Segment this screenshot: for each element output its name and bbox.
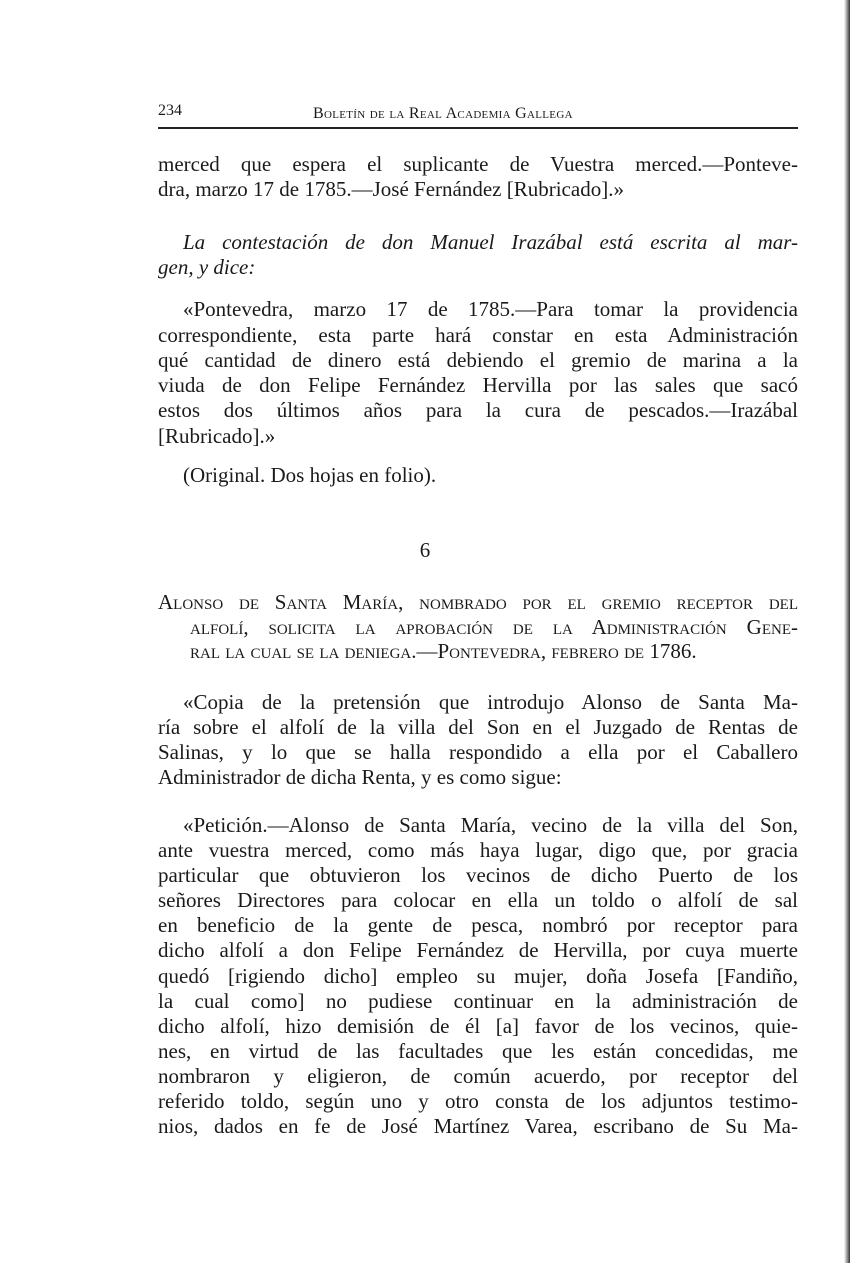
section-number: 6 (419, 538, 431, 562)
section-heading-line (190, 639, 798, 664)
p3-line: [Rubricado].» (158, 424, 276, 448)
section-heading-line: ral la cual se la deniega. (190, 639, 417, 663)
p3-line: correspondiente, esta parte hará constar en esta Administración (158, 323, 798, 347)
page-number: 234 (158, 102, 182, 119)
p3-line: estos dos últimos años para la cura de pescados.—Irazábal (158, 398, 798, 422)
p5-line: «Copia de la pretensión que introdujo Alonso de Santa Ma- (183, 690, 798, 714)
p6-line: particular que obtuvieron los vecinos de dicho Puerto de los (158, 863, 798, 887)
p6-line: referido toldo, según uno y otro consta de los adjuntos testimo- (158, 1089, 798, 1113)
p5-line: Administrador de dicha Renta, y es como sigue: (158, 765, 562, 789)
p6-line: nombraron y eligieron, de común acuerdo, por receptor del (158, 1064, 798, 1088)
p4-line: (Original. Dos hojas en folio). (183, 463, 437, 487)
p1-line: dra, marzo 17 de 1785.—José Fernández [Rubricado].» (158, 177, 624, 201)
p5-line: Salinas, y lo que se halla respondido a ella por el Caballero (158, 740, 798, 764)
section-heading-line: alfolí, solicita la aprobación de la Administración Gene- (190, 615, 798, 639)
header-rule (158, 127, 798, 129)
p6-line: ante vuestra merced, como más haya lugar, digo que, por gracia (158, 838, 798, 862)
p2-line: La contestación de don Manuel Irazábal está escrita al mar- (183, 230, 798, 254)
section-place-date: —Pontevedra, febrero de 1786. (416, 639, 697, 663)
p1-line: merced que espera el suplicante de Vuestra merced.—Ponteve- (158, 152, 798, 176)
p6-line: en beneficio de la gente de pesca, nombró por receptor para (158, 913, 798, 937)
p6-line: dicho alfolí, hizo demisión de él [a] favor de los vecinos, quie- (158, 1014, 798, 1038)
running-title: Boletín de la Real Academia Gallega (313, 105, 573, 122)
p6-line: nios, dados en fe de José Martínez Varea, escribano de Su Ma- (158, 1114, 798, 1138)
p6-line: la cual como] no pudiese continuar en la administración de (158, 989, 798, 1013)
p3-line: «Pontevedra, marzo 17 de 1785.—Para tomar la providencia (183, 297, 798, 321)
p6-line: señores Directores para colocar en ella un toldo o alfolí de sal (158, 888, 798, 912)
p2-line: gen, y dice: (158, 255, 256, 279)
p3-line: viuda de don Felipe Fernández Hervilla por las sales que sacó (158, 373, 798, 397)
p6-line: nes, en virtud de las facultades que les están concedidas, me (158, 1039, 798, 1063)
scan-edge (844, 0, 850, 1263)
section-heading-line: Alonso de Santa María, nombrado por el gremio receptor del (158, 590, 798, 614)
p6-line: dicho alfolí a don Felipe Fernández de Hervilla, por cuya muerte (158, 938, 798, 962)
p5-line: ría sobre el alfolí de la villa del Son en el Juzgado de Rentas de (158, 715, 798, 739)
p6-line: «Petición.—Alonso de Santa María, vecino de la villa del Son, (183, 813, 798, 837)
p3-line: qué cantidad de dinero está debiendo el gremio de marina a la (158, 348, 798, 372)
p6-line: quedó [rigiendo dicho] empleo su mujer, doña Josefa [Fandiño, (158, 964, 798, 988)
